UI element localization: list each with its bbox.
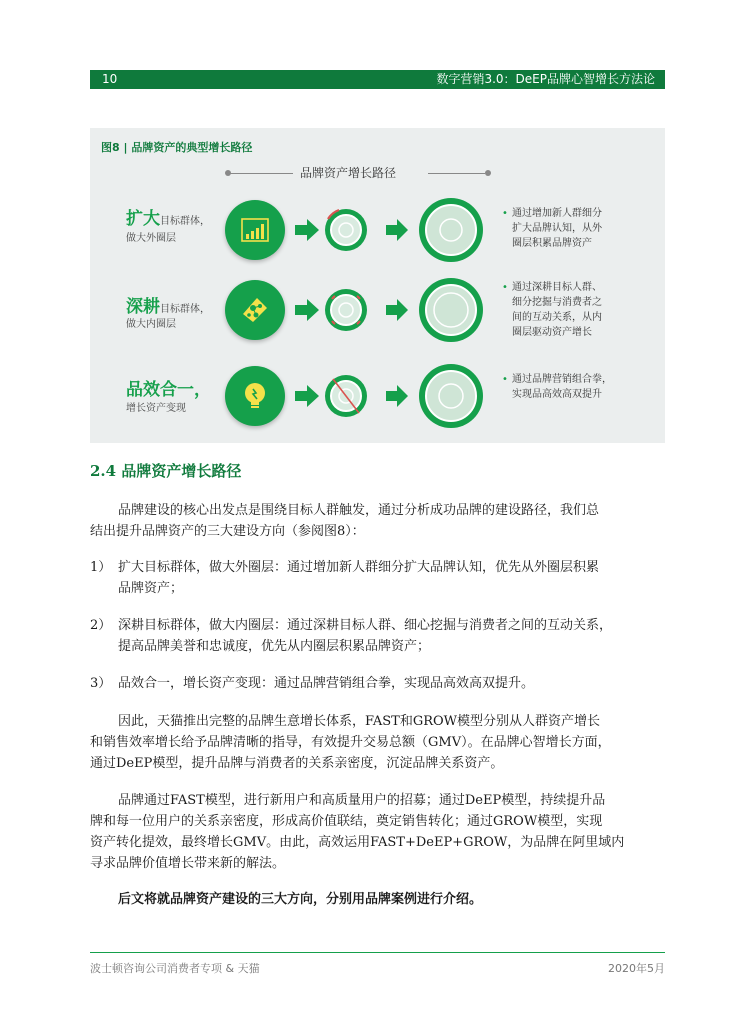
row-sublabel: 做大内圈层 (126, 319, 176, 330)
row-sublabel: 增长资产变现 (126, 403, 186, 414)
row-label-big: 品效合一， (126, 380, 211, 400)
item-number: 1） (90, 560, 112, 575)
row-label (126, 292, 210, 317)
text-line: 通过DeEP模型，提升品牌与消费者的关系亲密度，沉淀品牌关系资产。 (90, 756, 504, 771)
figure-row-deepen (90, 280, 665, 340)
text-line: 深耕目标群体，做大内圈层：通过深耕目标人群、细心挖掘与消费者之间的互动关系， (118, 618, 613, 633)
list-item (90, 673, 534, 694)
footer-divider (90, 952, 665, 953)
figure-row-monetize (90, 366, 665, 426)
running-header (90, 70, 665, 89)
row-label (126, 204, 210, 229)
arrow-icon (386, 385, 408, 407)
bullet-icon: • (502, 208, 508, 219)
row-label-inline: 目标群体， (160, 216, 210, 227)
paragraph-models (90, 790, 665, 874)
paragraph-intro (90, 500, 665, 542)
large-ring-icon (418, 277, 484, 343)
row-label-inline: 目标群体， (160, 304, 210, 315)
small-ring-icon (323, 373, 369, 419)
header-title: 数字营销3.0：DeEP品牌心智增长方法论 (436, 72, 655, 86)
path-line-right (428, 173, 485, 174)
item-number: 3） (90, 676, 112, 691)
item-number: 2） (90, 618, 112, 633)
lightbulb-icon (225, 366, 285, 426)
list-item (90, 557, 599, 599)
desc-line: 通过增加新人群细分 (512, 208, 602, 219)
bar-chart-icon (225, 200, 285, 260)
desc-line: 圈层驱动资产增长 (512, 327, 592, 338)
text-line: 牌和每一位用户的关系亲密度，形成高价值联结，奠定销售转化；通过GROW模型，实现 (90, 814, 603, 829)
text-line: 和销售效率增长给予品牌清晰的指导，有效提升交易总额（GMV）。在品牌心智增长方面， (90, 735, 611, 750)
figure-caption: 图8 | 品牌资产的典型增长路径 (101, 141, 253, 154)
text-line: 品牌建设的核心出发点是围绕目标人群触发，通过分析成功品牌的建设路径，我们总 (118, 503, 600, 518)
desc-line: 通过品牌营销组合拳， (512, 374, 612, 385)
network-icon (225, 280, 285, 340)
section-title: 2.4 品牌资产增长路径 (90, 462, 242, 480)
text-line: 品效合一，增长资产变现：通过品牌营销组合拳，实现品高效高双提升。 (118, 676, 535, 691)
text-line: 结出提升品牌资产的三大建设方向（参阅图8）： (90, 524, 365, 539)
text-line: 扩大目标群体，做大外圈层：通过增加新人群细分扩大品牌认知，优先从外圈层积累 (118, 560, 600, 575)
arrow-icon (295, 299, 319, 321)
arrow-icon (295, 219, 319, 241)
large-ring-icon (418, 363, 484, 429)
row-sublabel: 做大外圈层 (126, 233, 176, 244)
text-line: 品牌通过FAST模型，进行新用户和高质量用户的招募；通过DeEP模型，持续提升品 (118, 793, 606, 808)
desc-line: 扩大品牌认知，从外 (512, 223, 602, 234)
paragraph-tmall-system (90, 711, 665, 774)
text-line: 品牌资产； (118, 581, 184, 596)
bullet-icon: • (502, 374, 508, 385)
text-line: 资产转化提效，最终增长GMV。由此，高效运用FAST+DeEP+GROW，为品牌在阿里域内 (90, 835, 625, 850)
list-item (90, 615, 612, 657)
page-number: 10 (102, 72, 118, 86)
desc-line: 细分挖掘与消费者之 (512, 297, 602, 308)
desc-line: 实现品高效高双提升 (512, 389, 602, 400)
small-ring-icon (323, 287, 369, 333)
small-ring-icon (323, 207, 369, 253)
path-line-left (230, 173, 293, 174)
figure-8 (90, 128, 665, 443)
desc-line: 间的互动关系，从内 (512, 312, 602, 323)
row-label (126, 375, 211, 400)
text-line: 寻求品牌价值增长带来新的解法。 (90, 856, 286, 871)
path-line-dot-right (485, 170, 491, 176)
footer-source: 波士顿咨询公司消费者专项 & 天猫 (90, 962, 260, 975)
footer-date: 2020年5月 (608, 962, 665, 975)
arrow-icon (295, 385, 319, 407)
large-ring-icon (418, 197, 484, 263)
row-label-big: 深耕 (126, 297, 160, 317)
closing-statement: 后文将就品牌资产建设的三大方向，分别用品牌案例进行介绍。 (118, 892, 483, 907)
row-label-big: 扩大 (126, 209, 160, 229)
figure-row-expand (90, 200, 665, 260)
bullet-icon: • (502, 282, 508, 293)
text-line: 因此，天猫推出完整的品牌生意增长体系，FAST和GROW模型分别从人群资产增长 (118, 714, 601, 729)
desc-line: 圈层积累品牌资产 (512, 238, 592, 249)
text-line: 提高品牌美誉和忠诚度，优先从内圈层积累品牌资产； (118, 639, 431, 654)
path-title: 品牌资产增长路径 (300, 166, 397, 180)
arrow-icon (386, 219, 408, 241)
arrow-icon (386, 299, 408, 321)
desc-line: 通过深耕目标人群、 (512, 282, 602, 293)
